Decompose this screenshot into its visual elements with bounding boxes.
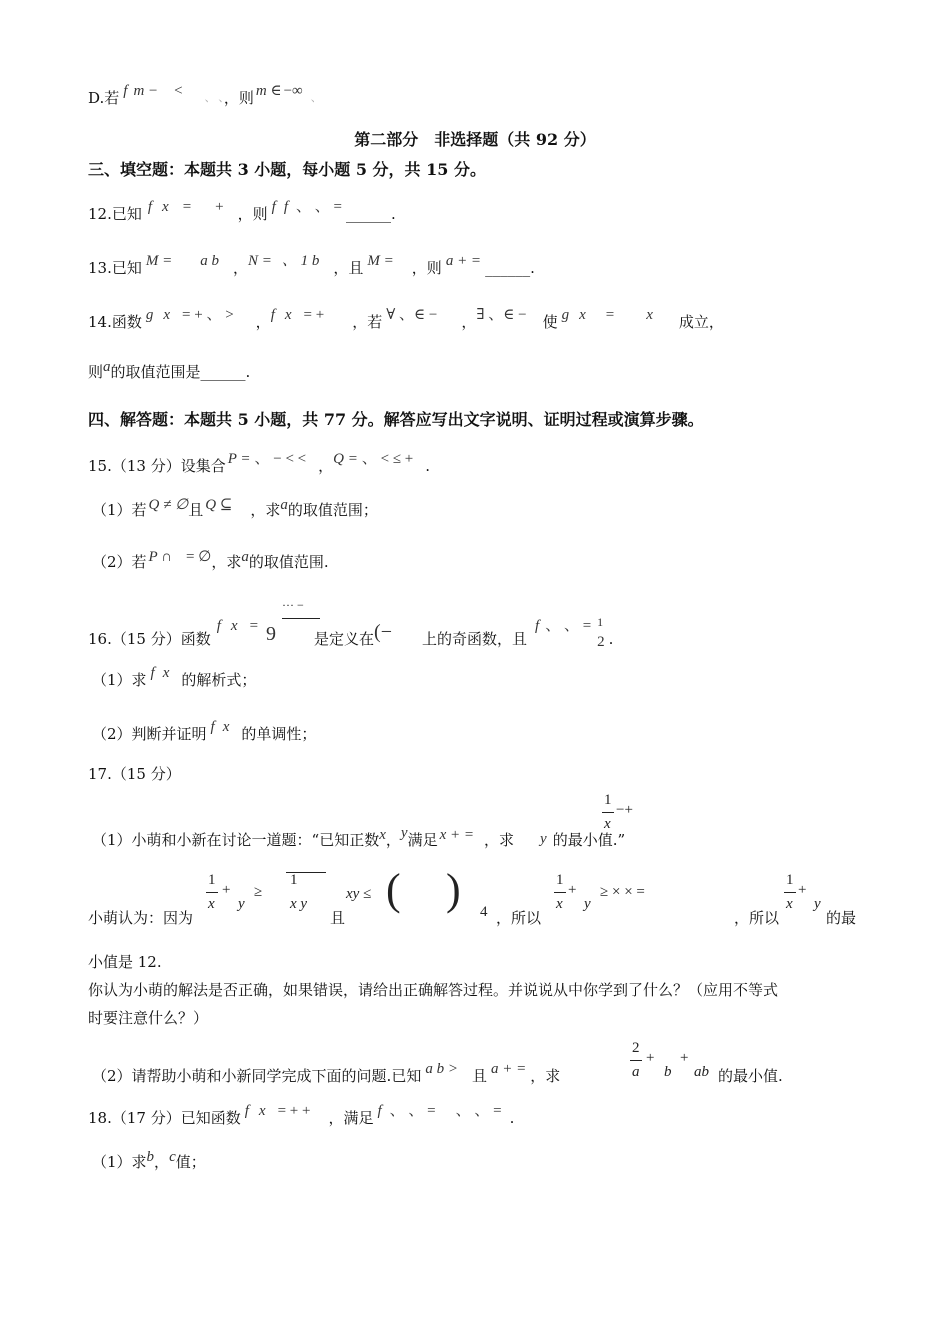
math-f: f <box>210 719 215 735</box>
q16-frac-top: ··· − <box>282 598 304 612</box>
q13-line <box>88 253 535 279</box>
math-g: g <box>145 307 154 323</box>
math-g: g <box>561 307 570 323</box>
math-exists: ∃ 、∈ − <box>476 307 527 323</box>
plus: + <box>798 882 807 898</box>
math-y: y <box>238 896 245 912</box>
text-min: 的最 <box>826 909 857 927</box>
frac-den: b <box>664 1064 672 1080</box>
xiaomeng-label: 小萌认为：因为 <box>88 909 194 927</box>
q18-head: 18.（17 分）已知函数 <box>88 1109 241 1127</box>
answer-blank: ______. <box>345 205 396 223</box>
text-satisfies: ，满足 <box>328 1109 374 1127</box>
math-faded: 、 <box>310 92 322 104</box>
text-then: 则 <box>88 363 104 381</box>
math-y: y <box>814 896 821 912</box>
section4-heading: 四、解答题：本题共 5 小题，共 77 分。解答应写出文字说明、证明过程或演算步骤。 <box>88 410 704 429</box>
math-ge: ≥ <box>254 884 263 900</box>
math-q-nonempty: Q ≠ ∅ <box>148 497 189 513</box>
q12-line <box>88 199 396 225</box>
math-f: f <box>271 199 276 215</box>
q14-line <box>88 307 724 333</box>
part2-title: 第二部分 非选择题（共 92 分） <box>354 130 596 149</box>
q16-part1-label: （1）求 <box>92 671 147 689</box>
math-f: f <box>377 1103 382 1119</box>
math-a-plus: a + = <box>445 253 482 269</box>
math-f: f <box>150 665 155 681</box>
math-set-q-cond: 、 < ≤ + <box>361 451 414 467</box>
q17-line5: 时要注意什么？） <box>88 1009 209 1027</box>
math-f: f <box>123 83 128 99</box>
math-eq: = <box>249 618 259 634</box>
sqrt-den: x y <box>290 896 308 912</box>
q18-part1 <box>92 1149 206 1173</box>
text-monotonic: 的单调性； <box>241 725 317 743</box>
q17-head: 17.（15 分） <box>88 765 181 783</box>
math-lt: < <box>174 83 183 99</box>
math-a: a <box>280 497 288 513</box>
text-so: ，所以 <box>734 909 780 927</box>
math-expr: = + <box>303 307 325 323</box>
math-x: x <box>230 618 238 634</box>
plus: + <box>680 1050 689 1066</box>
math-set-q: Q = <box>333 451 358 467</box>
math-eq: 、 、 = <box>389 1103 436 1119</box>
math-eq: 、 、 = <box>296 199 342 215</box>
text-range: 的取值范围. <box>248 553 329 571</box>
q15-part1 <box>92 497 378 521</box>
frac-bar <box>554 892 566 893</box>
math-p-cap: P ∩ <box>148 549 173 565</box>
q15-part1-label: （1）若 <box>92 501 147 519</box>
math-x: x <box>162 199 169 215</box>
q16-part1 <box>92 665 257 691</box>
math-eq: = <box>605 307 615 323</box>
q12-num: 12.已知 <box>88 205 142 223</box>
q15-head: 15.（13 分）设集合 <box>88 457 226 475</box>
q14-line2 <box>88 359 251 383</box>
frac-num: 1 <box>786 872 794 888</box>
q17-plus: −+ <box>616 802 633 818</box>
plus: + <box>568 882 577 898</box>
text-min-value: 的最小值. <box>718 1067 783 1085</box>
text-comma: ， <box>154 1153 170 1171</box>
math-f: f <box>270 307 275 323</box>
text-comma: ， <box>318 457 334 475</box>
text-then: ，则 <box>223 89 254 107</box>
q16-part2-label: （2）判断并证明 <box>92 725 207 743</box>
answer-blank: ______. <box>485 259 535 277</box>
math-eq: = <box>182 199 192 215</box>
math-set-p: P = <box>227 451 251 467</box>
q13-num: 13.已知 <box>88 259 142 277</box>
text-find: ，求 <box>250 501 281 519</box>
math-x: x <box>258 1103 266 1119</box>
math-a: a <box>103 359 111 375</box>
math-set-p-cond: 、 − < < <box>254 451 307 467</box>
math-x: x <box>162 665 170 681</box>
math-expr: = + + <box>277 1103 311 1119</box>
text-and: 且 <box>188 501 204 519</box>
q18-line <box>88 1103 515 1129</box>
math-y: y <box>400 825 408 841</box>
math-set-n: N = <box>248 253 272 269</box>
frac-bar <box>630 1060 642 1061</box>
q17-frac-bar <box>602 812 614 813</box>
math-set-m: M = <box>145 253 173 269</box>
math-neg-inf: −∞ <box>283 83 303 99</box>
q17-line4: 你认为小萌的解法是否正确，如果错误，请给出正确解答过程。并说说从中你学到了什么？（应用不等式 <box>88 981 779 999</box>
plus: + <box>222 882 231 898</box>
math-f: f <box>216 618 221 634</box>
math-expr: m − <box>133 83 159 99</box>
q14-num: 14.函数 <box>88 313 142 331</box>
text-comma: ， <box>232 259 248 277</box>
math-a: a <box>241 549 249 565</box>
math-eq: 、 、 = <box>455 1103 502 1119</box>
text-range-blank: 的取值范围是______. <box>110 363 251 381</box>
text-so: ，所以 <box>496 909 542 927</box>
math-x: x <box>579 307 586 323</box>
q17-part2-text: （2）请帮助小萌和小新同学完成下面的问题.已知 <box>92 1067 422 1085</box>
text-then: ，则 <box>411 259 442 277</box>
q18-part1-label: （1）求 <box>92 1153 147 1171</box>
paren-right: ) <box>446 865 461 914</box>
math-x: x <box>222 719 230 735</box>
text-and: 且 <box>330 909 346 927</box>
text-odd-function: 上的奇函数，且 <box>422 630 528 648</box>
frac-den: x <box>556 896 563 912</box>
text-value: 值； <box>175 1153 206 1171</box>
frac-den: a <box>632 1064 640 1080</box>
frac-bar <box>206 892 218 893</box>
q17-frac-den: x <box>604 816 611 832</box>
math-x-plus: x + = <box>439 827 474 843</box>
option-d-label: D.若 <box>88 89 120 107</box>
math-f: f <box>283 199 288 215</box>
text-defined-on: 是定义在 <box>314 630 375 648</box>
frac-num: 1 <box>556 872 564 888</box>
frac-bar <box>784 892 796 893</box>
text-and: ，且 <box>333 259 364 277</box>
q15-part2 <box>92 549 329 573</box>
text-min-value: 的最小值.” <box>552 831 626 849</box>
section3-heading: 三、填空题：本题共 3 小题，每小题 5 分，共 15 分。 <box>88 160 486 179</box>
math-ab: ab <box>694 1064 709 1080</box>
math-plus: + <box>215 199 224 215</box>
math-m-eq: M = <box>367 253 394 269</box>
text-comma: ， <box>255 313 271 331</box>
sqrt-num: 1 <box>290 872 298 888</box>
text-and: 且 <box>471 1067 487 1085</box>
math-x: x <box>646 307 653 323</box>
option-d-line <box>88 83 322 110</box>
math-two: 2 <box>597 634 605 650</box>
q17-line3: 小值是 12. <box>88 953 162 971</box>
text-if: ，若 <box>352 313 383 331</box>
math-empty: = ∅ <box>186 549 212 565</box>
math-x: x <box>284 307 292 323</box>
frac-den: x <box>208 896 215 912</box>
paren-left: ( <box>386 865 401 914</box>
math-ab-gt: a b > <box>425 1061 458 1077</box>
text-comma: ， <box>385 831 401 849</box>
math-interval: (− <box>374 621 392 643</box>
math-faded: 、 、 <box>204 92 224 104</box>
math-f: f <box>147 199 153 215</box>
plus: + <box>646 1050 655 1066</box>
text-holds: 成立， <box>678 313 724 331</box>
text-range: 的取值范围； <box>287 501 378 519</box>
math-y: y <box>540 831 547 847</box>
math-a-plus: a + = <box>490 1061 527 1077</box>
q16-line <box>88 615 614 650</box>
q17-part2 <box>92 1061 561 1087</box>
text-period: . <box>509 1109 515 1127</box>
text-satisfies: 满足 <box>407 831 438 849</box>
q15-line <box>88 451 431 477</box>
math-xy-le: xy ≤ <box>346 886 372 902</box>
frac-den: x <box>786 896 793 912</box>
q17-part1 <box>92 825 626 851</box>
math-x: x <box>163 307 171 323</box>
math-ab: a b <box>200 253 219 269</box>
text-period: . <box>425 457 431 475</box>
math-four: 4 <box>480 904 488 920</box>
math-1b: 、 1 b <box>281 253 320 269</box>
frac-num: 1 <box>208 872 216 888</box>
q17-part1-text: （1）小萌和小新在讨论一道题：“已知正数 <box>92 831 380 849</box>
math-q-subset: Q ⊆ <box>205 497 233 513</box>
math-m-in: m ∈ <box>255 83 282 99</box>
text-find: ，求 <box>211 553 242 571</box>
text-then: ，则 <box>237 205 268 223</box>
q16-head: 16.（15 分）函数 <box>88 630 211 648</box>
math-f: f <box>244 1103 249 1119</box>
frac-num: 2 <box>632 1040 640 1056</box>
text-such-that: 使 <box>542 313 558 331</box>
math-forall: ∀ 、∈ − <box>386 307 438 323</box>
math-one: 1 <box>597 615 604 629</box>
text-find: ，求 <box>530 1067 561 1085</box>
math-y: y <box>584 896 591 912</box>
text-find: ，求 <box>484 831 515 849</box>
q16-frac-bar <box>282 618 320 619</box>
text-comma: ， <box>461 313 477 331</box>
text-period: . <box>608 630 614 648</box>
math-b: b <box>146 1149 155 1165</box>
math-f: f <box>535 618 540 634</box>
q16-part2 <box>92 719 317 745</box>
q15-part2-label: （2）若 <box>92 553 147 571</box>
math-chain: ≥ × × = <box>600 884 645 900</box>
math-x: x <box>379 827 386 843</box>
q17-frac-num: 1 <box>604 792 612 808</box>
math-eq: 、 、 = <box>545 618 592 634</box>
math-nine: 9 <box>266 623 277 645</box>
text-expression: 的解析式； <box>181 671 257 689</box>
math-expr: = + 、 > <box>182 307 234 323</box>
math-c: c <box>169 1149 176 1165</box>
